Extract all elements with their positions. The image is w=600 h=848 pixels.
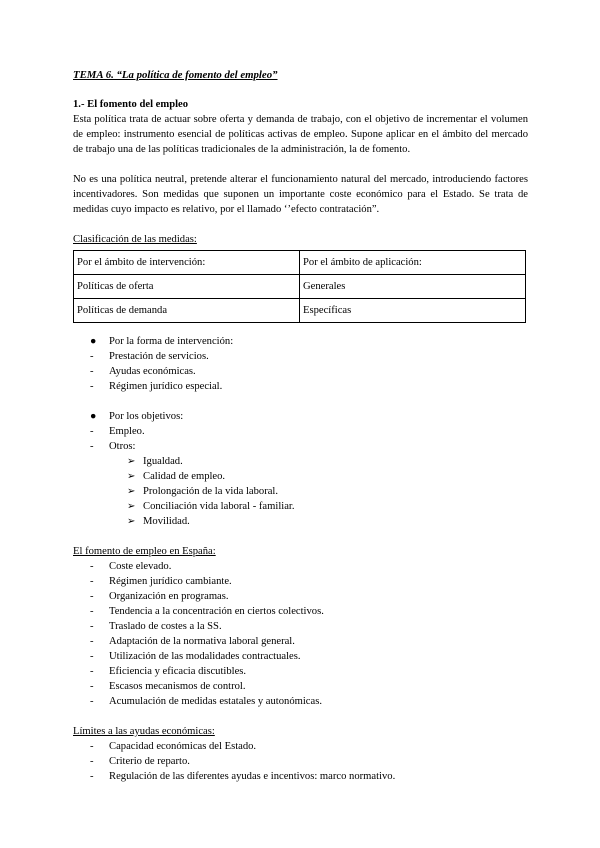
limites-heading: Límites a las ayudas económicas: [73,726,215,737]
document-page [73,68,528,784]
classification-table [73,250,526,323]
list-item: - Ayudas económicas. [90,366,196,377]
list-item: ● Por los objetivos: [90,411,184,422]
table-row [74,275,526,299]
list-item: - Utilización de las modalidades contractuales. [90,651,301,662]
list-item: ➢ Movilidad. [127,516,190,527]
list-item: ● Por la forma de intervención: [90,336,234,347]
table-cell: Generales [300,275,526,299]
espana-list [73,559,528,709]
paragraph-2: No es una política neutral, pretende alterar el funcionamiento natural del mercado, introduciendo factores incentivadores. Son medidas que suponen un importante coste económico para el Estado. Se trata de medidas cuyo impacto es relativo, por el llamado ‘’efecto contratación”. [73,174,528,215]
arrowhead-icon: ➢ [127,516,136,527]
table-cell: Por el ámbito de intervención: [74,251,300,275]
bullet-icon: ● [90,411,97,422]
list-item: - Regulación de las diferentes ayudas e incentivos: marco normativo. [90,771,396,782]
list-item: - Régimen jurídico cambiante. [90,576,232,587]
arrowhead-icon: ➢ [127,501,136,512]
list-item: - Régimen jurídico especial. [90,381,223,392]
dash-icon: - [90,756,94,767]
section-heading: 1.- El fomento del empleo [73,99,189,110]
dash-icon: - [90,351,94,362]
arrowhead-icon: ➢ [127,471,136,482]
dash-icon: - [90,636,94,647]
dash-icon: - [90,606,94,617]
table-cell: Por el ámbito de aplicación: [300,251,526,275]
dash-icon: - [90,576,94,587]
table-row [74,251,526,275]
list-item: - Organización en programas. [90,591,229,602]
table-cell: Políticas de demanda [74,299,300,323]
list-item: - Capacidad económicas del Estado. [90,741,257,752]
document-title: TEMA 6. “La política de fomento del empleo” [73,69,278,81]
dash-icon: - [90,426,94,437]
list-item: - Tendencia a la concentración en ciertos colectivos. [90,606,324,617]
dash-icon: - [90,381,94,392]
paragraph-1: Esta política trata de actuar sobre oferta y demanda de trabajo, con el objetivo de incrementar el volumen de empleo: instrumento esencial de políticas activas de empleo. Supone aplicar en el ámbito del mercado de trabajo una de las políticas tradicionales de la administración, la de fomento. [73,114,528,155]
arrowhead-icon: ➢ [127,486,136,497]
dash-icon: - [90,696,94,707]
objetivos-list [73,409,528,529]
dash-icon: - [90,741,94,752]
list-item: ➢ Calidad de empleo. [127,471,226,482]
list-item: ➢ Conciliación vida laboral - familiar. [127,501,295,512]
dash-icon: - [90,366,94,377]
list-item: - Otros: [90,441,136,452]
dash-icon: - [90,666,94,677]
arrowhead-icon: ➢ [127,456,136,467]
list-item: - Traslado de costes a la SS. [90,621,222,632]
table-row [74,299,526,323]
espana-heading: El fomento de empleo en España: [73,546,216,557]
classification-heading: Clasificación de las medidas: [73,234,197,245]
dash-icon: - [90,621,94,632]
dash-icon: - [90,651,94,662]
list-item: - Empleo. [90,426,145,437]
dash-icon: - [90,771,94,782]
bullet-icon: ● [90,336,97,347]
list-item: ➢ Igualdad. [127,456,183,467]
limites-list [73,739,528,784]
forma-list [73,334,528,394]
list-item: - Acumulación de medidas estatales y autonómicas. [90,696,322,707]
list-item: - Eficiencia y eficacia discutibles. [90,666,247,677]
list-item: - Criterio de reparto. [90,756,190,767]
list-item: ➢ Prolongación de la vida laboral. [127,486,279,497]
list-item: - Prestación de servicios. [90,351,209,362]
dash-icon: - [90,441,94,452]
dash-icon: - [90,591,94,602]
dash-icon: - [90,561,94,572]
table-cell: Políticas de oferta [74,275,300,299]
dash-icon: - [90,681,94,692]
table-cell: Específicas [300,299,526,323]
list-item: - Escasos mecanismos de control. [90,681,246,692]
list-item: - Adaptación de la normativa laboral general. [90,636,295,647]
list-item: - Coste elevado. [90,561,172,572]
